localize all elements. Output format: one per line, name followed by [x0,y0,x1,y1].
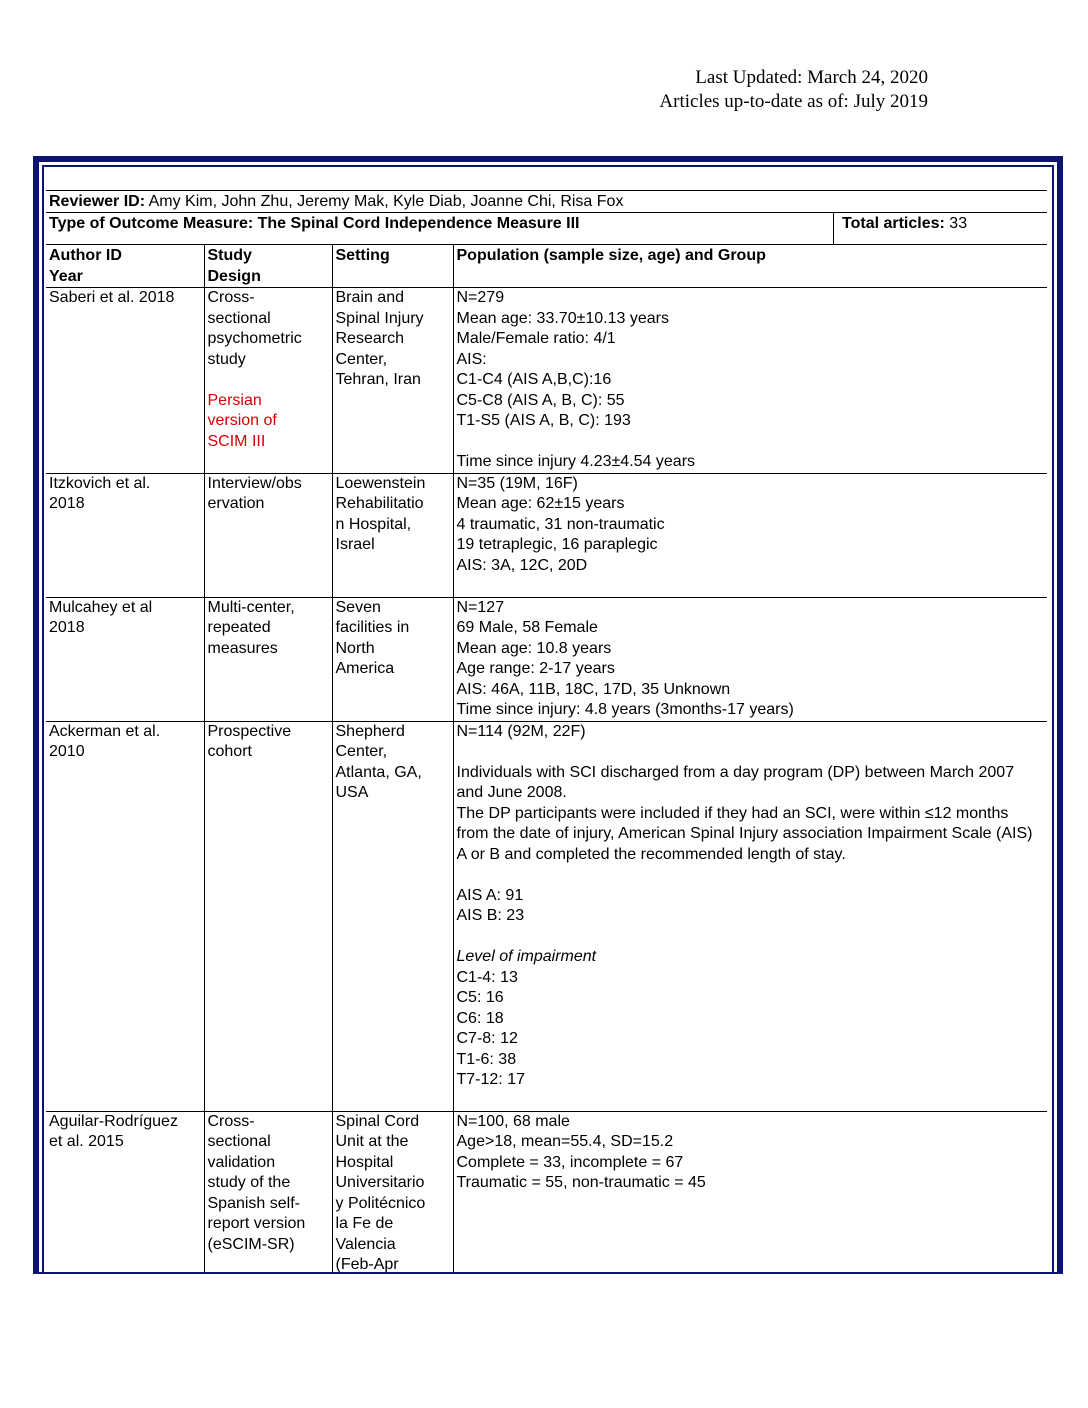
text-line: N=35 (19M, 16F) [456,474,578,492]
text-line: study [207,350,246,368]
text-line: Loewenstein [335,474,426,492]
text-line: study of the [207,1174,291,1191]
text-line: Persian [207,391,262,409]
cell-author [46,721,204,1111]
cell-design [204,721,332,1111]
reviewer-row [46,190,1047,212]
text-line: Center, [335,350,388,368]
table-row [46,721,1047,1111]
cell-population [453,1111,1047,1272]
text-line: la Fe de [335,1215,394,1232]
total-articles-value: 33 [944,215,968,232]
text-line: y Politécnico [335,1194,426,1212]
cell-population [453,597,1047,721]
text-line: AIS B: 23 [456,907,525,924]
table-row [46,473,1047,597]
total-articles [834,213,1047,244]
frame-bottom-line [33,1272,1063,1274]
text-line: C1-C4 (AIS A,B,C):16 [456,371,612,388]
cell-design [204,597,332,721]
text-line: Valencia [335,1235,396,1253]
text-line: N=127 [456,598,505,616]
cell-setting [332,288,453,474]
text-line: measures [207,639,278,657]
text-line: T1-S5 (AIS A, B, C): 193 [456,412,631,429]
cell-setting [332,597,453,721]
text-line: 2018 [49,495,85,512]
spacer [457,432,1045,453]
text-line: Complete = 33, incomplete = 67 [456,1153,684,1171]
text-line: Time since injury 4.23±4.54 years [456,453,696,470]
text-line: AIS: [456,350,487,368]
text-line: facilities in [335,619,410,636]
text-line: Spanish self- [207,1194,300,1212]
table-header-row [46,245,1047,288]
articles-table [46,245,1047,1272]
cell-design [204,1111,332,1272]
text-line: Rehabilitatio [335,495,424,512]
text-line: report version [207,1215,306,1232]
text-line: C6: 18 [456,1009,504,1027]
total-articles-label: Total articles: [842,215,945,232]
text-line: Spinal Cord [335,1112,420,1130]
text-line: 4 traumatic, 31 non-traumatic [456,515,665,533]
text-line: 2018 [49,619,85,636]
text-line: Mean age: 33.70±10.13 years [456,309,669,327]
text-line: Unit at the [335,1133,409,1150]
reviewer-names: Amy Kim, John Zhu, Jeremy Mak, Kyle Diab, Joanne Chi, Risa Fox [145,193,624,210]
header-design-line1: Study [207,247,252,264]
cell-author [46,288,204,474]
text-line: Spinal Injury [335,309,424,327]
text-paragraph: The DP participants were included if they had an SCI, were within ≤12 months from the date of injury, American Spinal Injury association Impairment Scale (AIS) A or B and completed the recommended length of stay. [456,804,1033,863]
text-line: C1-4: 13 [456,968,518,986]
text-line: Interview/obs [207,474,302,492]
table-row [46,597,1047,721]
text-line: Mean age: 10.8 years [456,639,612,657]
text-line: T7-12: 17 [456,1071,525,1088]
outcome-table-container [46,190,1047,1272]
text-line: Center, [335,743,388,760]
text-line: Traumatic = 55, non-traumatic = 45 [456,1174,706,1191]
text-line: C5-C8 (AIS A, B, C): 55 [456,391,625,409]
text-line: Male/Female ratio: 4/1 [456,330,616,347]
text-line: Seven [335,598,381,616]
text-line: AIS: 46A, 11B, 18C, 17D, 35 Unknown [456,680,731,698]
spacer [457,742,1045,763]
header-population: Population (sample size, age) and Group [453,245,1047,288]
header-author-line1: Author ID [49,247,122,264]
text-line: N=100, 68 male [456,1112,570,1130]
text-line: Saberi et al. 2018 [49,289,175,306]
text-line: Mean age: 62±15 years [456,495,625,512]
text-line: 69 Male, 58 Female [456,619,598,636]
text-line: Age range: 2-17 years [456,660,615,677]
text-line: sectional [207,1133,271,1150]
text-line: Cross- [207,1112,255,1130]
text-line: Aguilar-Rodríguez [49,1112,178,1130]
cell-author [46,597,204,721]
cell-design [204,473,332,597]
last-updated: Last Updated: March 24, 2020 [695,67,928,88]
text-line: North [335,639,375,657]
text-line: n Hospital, [335,515,412,533]
text-line: validation [207,1153,276,1171]
spacer [457,865,1045,886]
table-row [46,288,1047,474]
text-line: et al. 2015 [49,1133,124,1150]
text-line: Prospective [207,722,292,740]
text-line: 2010 [49,743,85,760]
text-line: ervation [207,495,265,512]
outcome-measure-row [46,212,1047,245]
text-line: 19 tetraplegic, 16 paraplegic [456,536,658,553]
articles-as-of: Articles up-to-date as of: July 2019 [659,91,928,112]
text-line: SCIM III [207,432,266,450]
text-line: Universitario [335,1174,425,1191]
text-paragraph: Individuals with SCI discharged from a day program (DP) between March 2007 and June 2008. [456,763,1015,801]
text-line: Mulcahey et al [49,598,153,616]
cell-setting [332,1111,453,1272]
cell-population [453,721,1047,1111]
cell-author [46,473,204,597]
text-line: C5: 16 [456,989,504,1006]
cell-design [204,288,332,474]
text-line: sectional [207,309,271,327]
text-line: (eSCIM-SR) [207,1235,295,1253]
text-line: psychometric [207,330,302,347]
text-line: America [335,660,395,677]
text-line: T1-6: 38 [456,1050,517,1068]
text-line: Ackerman et al. [49,722,161,740]
text-line: repeated [207,619,271,636]
reviewer-label: Reviewer ID: [49,193,146,210]
text-line: Cross- [207,289,255,306]
text-line: AIS: 3A, 12C, 20D [456,556,588,574]
header-design-line2: Design [207,267,261,285]
cell-population [453,473,1047,597]
cell-population [453,288,1047,474]
header-author-line2: Year [49,267,83,285]
text-line: Shepherd [335,722,405,740]
text-line: Time since injury: 4.8 years (3months-17 years) [456,701,794,718]
text-line: Hospital [335,1153,394,1171]
header-setting: Setting [332,245,453,288]
text-line: USA [335,784,369,801]
outcome-measure-type: Type of Outcome Measure: The Spinal Cord Independence Measure III [46,213,834,244]
text-line: version of [207,412,277,429]
text-line: N=114 (92M, 22F) [456,722,586,740]
text-line: Age>18, mean=55.4, SD=15.2 [456,1133,674,1150]
text-line: Itzkovich et al. [49,474,151,492]
update-info [659,66,928,114]
spacer [208,370,329,391]
cell-setting [332,721,453,1111]
text-line: Israel [335,536,375,553]
text-line: Multi-center, [207,598,295,616]
text-line: AIS A: 91 [456,886,524,904]
text-line: Brain and [335,289,404,306]
text-line: Atlanta, GA, [335,763,422,781]
text-line: C7-8: 12 [456,1030,518,1047]
spacer [457,927,1045,948]
text-line: cohort [207,743,252,760]
cell-author [46,1111,204,1272]
cell-setting [332,473,453,597]
text-line: N=279 [456,289,505,306]
level-of-impairment-heading: Level of impairment [456,948,597,965]
text-line: Tehran, Iran [335,371,421,388]
text-line: (Feb-Apr [335,1256,399,1272]
table-row [46,1111,1047,1272]
header-author [46,245,204,288]
text-line: Research [335,330,404,347]
header-design [204,245,332,288]
